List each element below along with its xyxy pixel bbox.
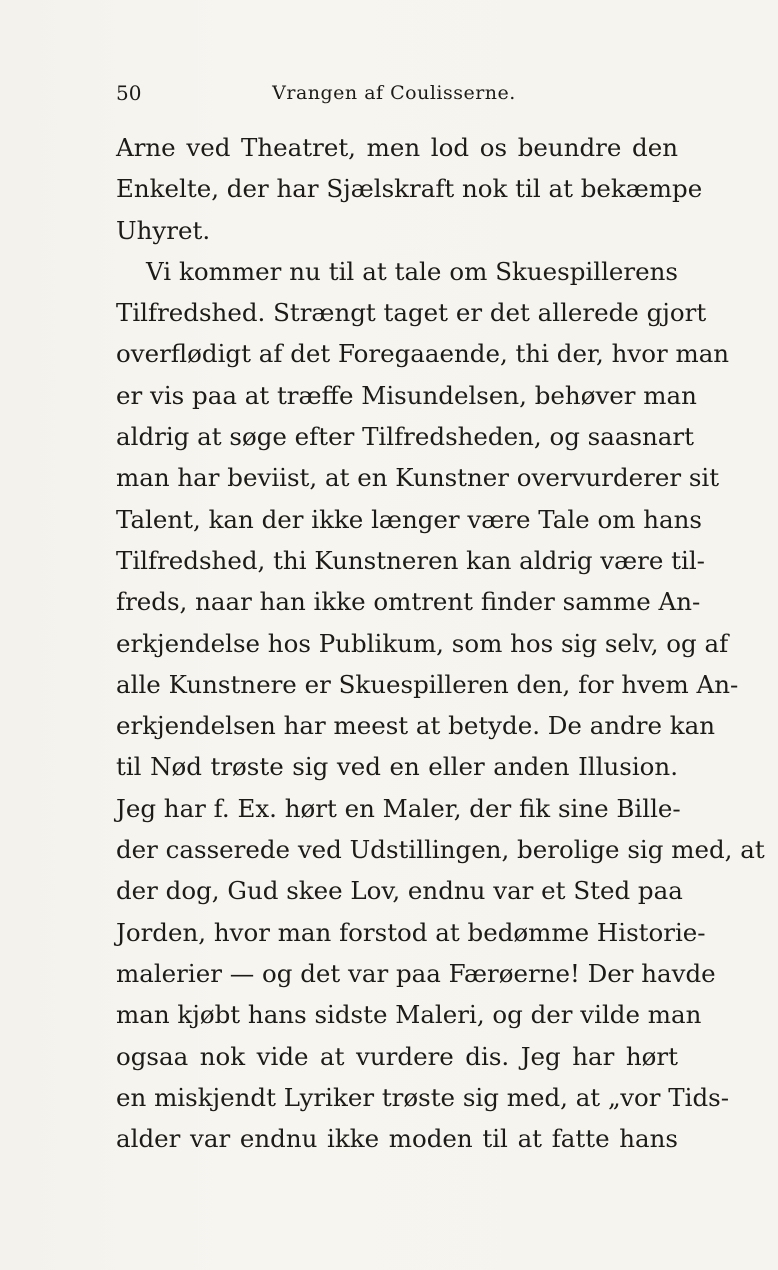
text-line: malerier — og det var paa Færøerne! Der havde <box>116 958 716 988</box>
text-line: en miskjendt Lyriker trøste sig med, at „vor Tids- <box>116 1082 730 1112</box>
text-line: man har beviist, at en Kunstner overvurderer sit <box>116 463 720 493</box>
text-line: Enkelte, der har Sjælskraft nok til at bekæmpe <box>116 174 703 204</box>
text-line: erkjendelse hos Publikum, som hos sig selv, og af <box>116 628 729 658</box>
page-header <box>116 78 672 108</box>
text-line: der dog, Gud skee Lov, endnu var et Sted paa <box>116 876 683 906</box>
text-line: overflødigt af det Foregaaende, thi der, hvor man <box>116 339 730 369</box>
text-line: man kjøbt hans sidste Maleri, og der vilde man <box>116 1000 702 1030</box>
text-line: Jeg har f. Ex. hørt en Maler, der fik sine Bille- <box>116 793 681 823</box>
text-line: aldrig at søge efter Tilfredsheden, og saasnart <box>116 422 694 452</box>
text-line: freds, naar han ikke omtrent finder samme An- <box>116 587 701 617</box>
text-line: Jorden, hvor man forstod at bedømme Historie- <box>116 917 706 947</box>
text-line: Vi kommer nu til at tale om Skuespillerens <box>146 256 678 286</box>
text-line: alder var endnu ikke moden til at fatte hans <box>116 1124 678 1154</box>
text-line: Talent, kan der ikke længer være Tale om hans <box>116 504 702 534</box>
text-line: er vis paa at træffe Misundelsen, behøver man <box>116 380 697 410</box>
text-line: ogsaa nok vide at vurdere dis. Jeg har hørt <box>116 1041 678 1071</box>
text-line: alle Kunstnere er Skuespilleren den, for hvem An- <box>116 669 739 699</box>
text-line: erkjendelsen har meest at betyde. De andre kan <box>116 711 716 741</box>
text-line: Tilfredshed, thi Kunstneren kan aldrig være til- <box>116 545 705 575</box>
text-line: Uhyret. <box>116 215 211 245</box>
running-title: Vrangen af Coulisserne. <box>272 82 516 104</box>
text-line: der casserede ved Udstillingen, berolige sig med, at <box>116 835 765 865</box>
page-number: 50 <box>116 81 142 105</box>
text-line: til Nød trøste sig ved en eller anden Illusion. <box>116 752 678 782</box>
text-line: Tilfredshed. Strængt taget er det allerede gjort <box>116 298 707 328</box>
body-text <box>116 127 765 1159</box>
text-line: Arne ved Theatret, men lod os beundre den <box>116 133 678 162</box>
